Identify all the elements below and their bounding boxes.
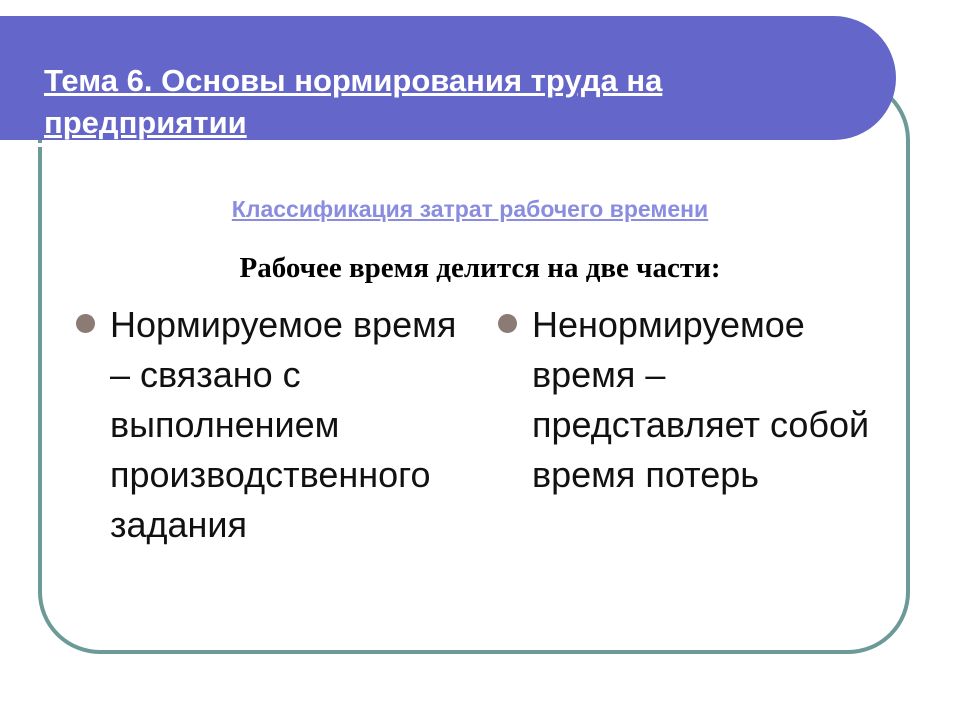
subtitle-link[interactable]: Классификация затрат рабочего времени: [231, 196, 709, 222]
title-band: [0, 16, 896, 140]
bullet-text: Нормируемое время – связано с выполнением производственного задания: [110, 304, 457, 545]
bullet-item-normed: [76, 300, 466, 550]
bullet-text: Ненормируемое время – представляет собой время потерь: [532, 304, 870, 495]
title-underline-rule: [0, 143, 848, 147]
intro-text: Рабочее время делится на две части:: [239, 252, 721, 284]
bullet-dot-icon: [498, 314, 517, 333]
slide-title: Тема 6. Основы нормирования труда на предприятии: [44, 63, 663, 140]
bullet-item-unnormed: [498, 300, 878, 500]
bullet-dot-icon: [76, 314, 95, 333]
